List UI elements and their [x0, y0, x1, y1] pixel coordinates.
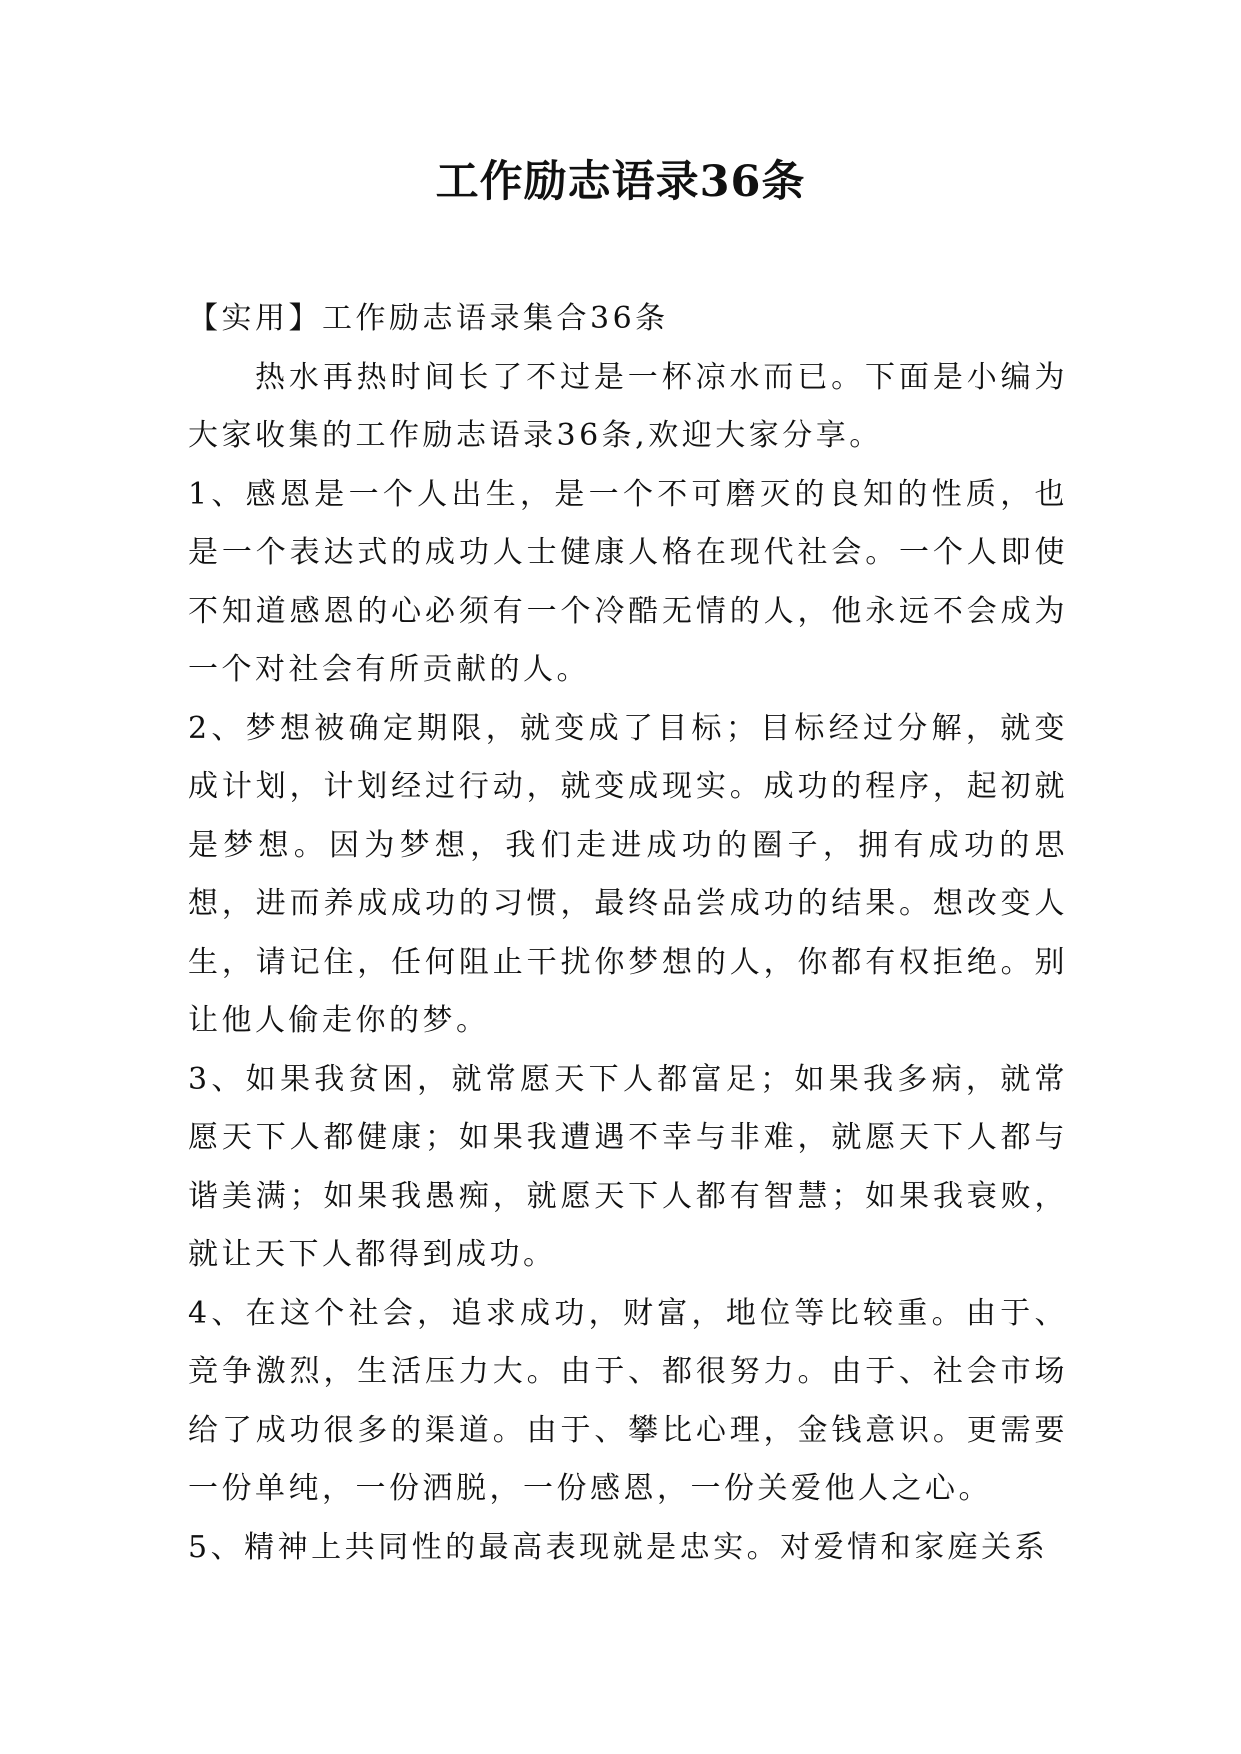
document-body [188, 290, 1068, 1577]
subtitle-paragraph: 【实用】工作励志语录集合36条 [188, 301, 669, 336]
quote-paragraph-5: 5、精神上共同性的最高表现就是忠实。对爱情和家庭关系 [188, 1529, 1049, 1565]
quote-paragraph-2: 2、梦想被确定期限，就变成了目标；目标经过分解，就变成计划，计划经过行动，就变成现实。成功的程序，起初就是梦想。因为梦想，我们走进成功的圈子，拥有成功的思想，进而养成成功的习惯，最终品尝成功的结果。想改变人生，请记住，任何阻止干扰你梦想的人，你都有权拒绝。别让他人偷走你的梦。 [188, 710, 1068, 1038]
document-title: 工作励志语录36条 [435, 157, 806, 207]
quote-paragraph-4: 4、在这个社会，追求成功，财富，地位等比较重。由于、竞争激烈，生活压力大。由于、都很努力。由于、社会市场给了成功很多的渠道。由于、攀比心理，金钱意识。更需要一份单纯，一份洒脱，一份感恩，一份关爱他人之心。 [188, 1295, 1068, 1506]
quote-paragraph-1: 1、感恩是一个人出生，是一个不可磨灭的良知的性质，也是一个表达式的成功人士健康人格在现代社会。一个人即使不知道感恩的心必须有一个冷酷无情的人，他永远不会成为一个对社会有所贡献的人。 [188, 476, 1068, 687]
intro-paragraph: 热水再热时间长了不过是一杯凉水而已。下面是小编为大家收集的工作励志语录36条,欢迎大家分享。 [188, 359, 1068, 453]
quote-paragraph-3: 3、如果我贫困，就常愿天下人都富足；如果我多病，就常愿天下人都健康；如果我遭遇不幸与非难，就愿天下人都与谐美满；如果我愚痴，就愿天下人都有智慧；如果我衰败，就让天下人都得到成功。 [188, 1061, 1068, 1272]
